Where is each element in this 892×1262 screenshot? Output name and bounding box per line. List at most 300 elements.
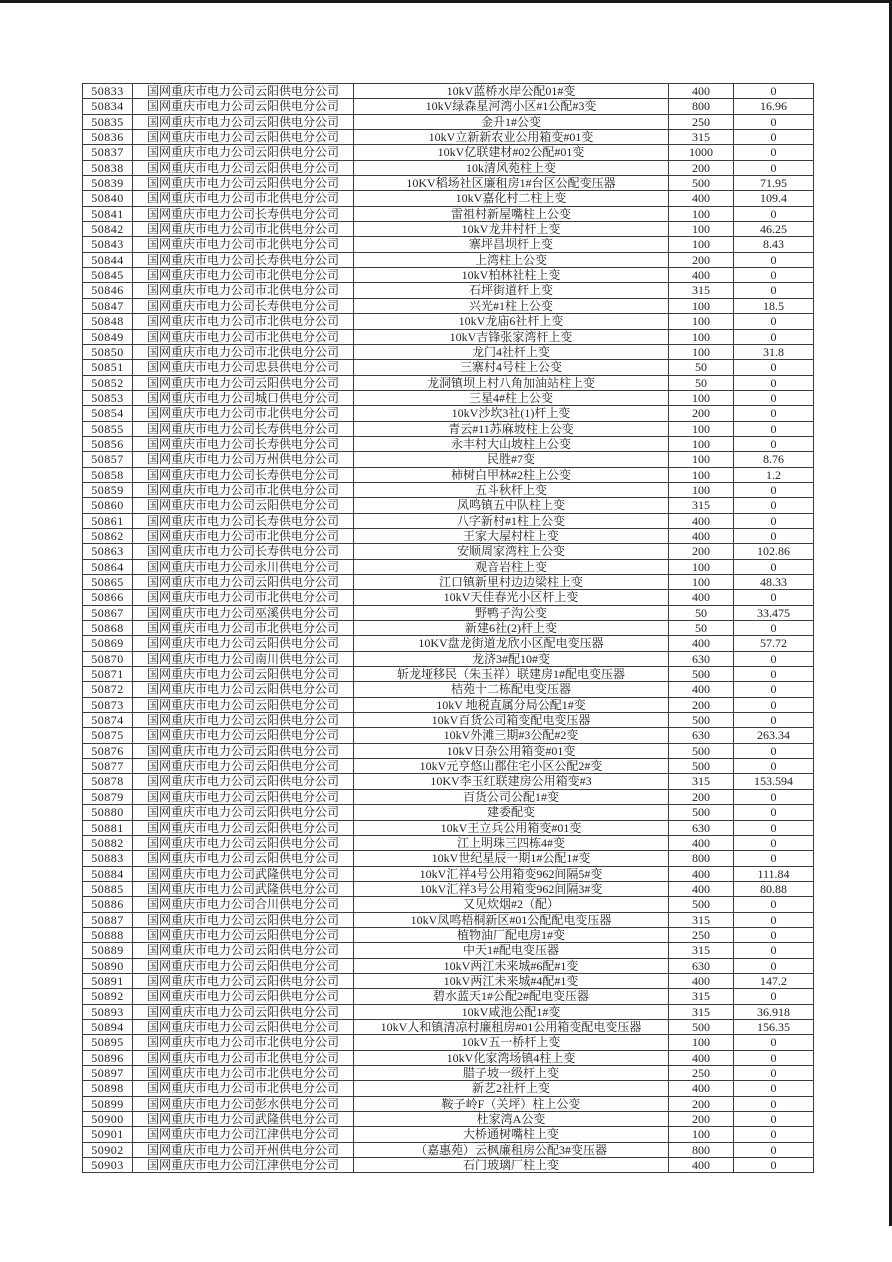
value-cell: 0 — [734, 375, 814, 390]
company-cell: 国网重庆市电力公司市北供电分公司 — [133, 237, 354, 252]
company-cell: 国网重庆市电力公司云阳供电分公司 — [133, 130, 354, 145]
transformer-name-cell: 八字新村#1柱上公变 — [354, 513, 669, 528]
row-id-cell: 50897 — [83, 1066, 133, 1081]
company-cell: 国网重庆市电力公司永川供电分公司 — [133, 559, 354, 574]
table-row — [83, 1142, 814, 1157]
capacity-cell: 500 — [669, 805, 734, 820]
row-id-cell: 50860 — [83, 498, 133, 513]
value-cell: 36.918 — [734, 1004, 814, 1019]
company-cell: 国网重庆市电力公司市北供电分公司 — [133, 329, 354, 344]
value-cell: 109.4 — [734, 191, 814, 206]
company-cell: 国网重庆市电力公司城口供电分公司 — [133, 390, 354, 405]
value-cell: 46.25 — [734, 222, 814, 237]
company-cell: 国网重庆市电力公司云阳供电分公司 — [133, 789, 354, 804]
company-cell: 国网重庆市电力公司彭水供电分公司 — [133, 1096, 354, 1111]
row-id-cell: 50872 — [83, 682, 133, 697]
value-cell: 0 — [734, 421, 814, 436]
transformer-name-cell: 观音岩柱上变 — [354, 559, 669, 574]
company-cell: 国网重庆市电力公司云阳供电分公司 — [133, 743, 354, 758]
table-row — [83, 590, 814, 605]
table-row — [83, 805, 814, 820]
table-row — [83, 99, 814, 114]
row-id-cell: 50878 — [83, 774, 133, 789]
capacity-cell: 630 — [669, 728, 734, 743]
transformer-name-cell: 10kV沙坎3社(1)杆上变 — [354, 406, 669, 421]
company-cell: 国网重庆市电力公司市北供电分公司 — [133, 621, 354, 636]
transformer-name-cell: 百货公司公配1#变 — [354, 789, 669, 804]
company-cell: 国网重庆市电力公司长寿供电分公司 — [133, 544, 354, 559]
row-id-cell: 50856 — [83, 436, 133, 451]
transformer-name-cell: 10kV 地税直属分局公配1#变 — [354, 697, 669, 712]
transformer-name-cell: 中天1#配电变压器 — [354, 943, 669, 958]
company-cell: 国网重庆市电力公司云阳供电分公司 — [133, 958, 354, 973]
table-row — [83, 482, 814, 497]
company-cell: 国网重庆市电力公司云阳供电分公司 — [133, 145, 354, 160]
table-row — [83, 621, 814, 636]
value-cell: 0 — [734, 482, 814, 497]
row-id-cell: 50847 — [83, 298, 133, 313]
transformer-name-cell: 青云#11苏麻坡柱上公变 — [354, 421, 669, 436]
capacity-cell: 100 — [669, 222, 734, 237]
value-cell: 0 — [734, 114, 814, 129]
capacity-cell: 50 — [669, 360, 734, 375]
capacity-cell: 100 — [669, 237, 734, 252]
company-cell: 国网重庆市电力公司云阳供电分公司 — [133, 99, 354, 114]
company-cell: 国网重庆市电力公司忠县供电分公司 — [133, 360, 354, 375]
value-cell: 0 — [734, 528, 814, 543]
value-cell: 0 — [734, 1142, 814, 1157]
table-row — [83, 176, 814, 191]
table-row — [83, 636, 814, 651]
row-id-cell: 50839 — [83, 176, 133, 191]
capacity-cell: 400 — [669, 1081, 734, 1096]
capacity-cell: 315 — [669, 130, 734, 145]
row-id-cell: 50837 — [83, 145, 133, 160]
transformer-name-cell: 10kV人和镇清凉村廉租房#01公用箱变配电变压器 — [354, 1019, 669, 1034]
transformer-name-cell: 新建6社(2)杆上变 — [354, 621, 669, 636]
row-id-cell: 50852 — [83, 375, 133, 390]
table-row — [83, 605, 814, 620]
capacity-cell: 200 — [669, 789, 734, 804]
company-cell: 国网重庆市电力公司市北供电分公司 — [133, 344, 354, 359]
company-cell: 国网重庆市电力公司市北供电分公司 — [133, 1066, 354, 1081]
table-row — [83, 1096, 814, 1111]
company-cell: 国网重庆市电力公司合川供电分公司 — [133, 897, 354, 912]
row-id-cell: 50888 — [83, 927, 133, 942]
capacity-cell: 800 — [669, 851, 734, 866]
table-row — [83, 498, 814, 513]
table-row — [83, 989, 814, 1004]
row-id-cell: 50846 — [83, 283, 133, 298]
transformer-name-cell: 10kV吉锋张家湾杆上变 — [354, 329, 669, 344]
table-row — [83, 145, 814, 160]
table-row — [83, 713, 814, 728]
row-id-cell: 50858 — [83, 467, 133, 482]
table-row — [83, 759, 814, 774]
table-row — [83, 114, 814, 129]
transformer-name-cell: 10kV王立兵公用箱变#01变 — [354, 820, 669, 835]
company-cell: 国网重庆市电力公司云阳供电分公司 — [133, 160, 354, 175]
capacity-cell: 250 — [669, 1066, 734, 1081]
capacity-cell: 100 — [669, 390, 734, 405]
row-id-cell: 50867 — [83, 605, 133, 620]
table-row — [83, 789, 814, 804]
transformer-name-cell: 10kV龙井村杆上变 — [354, 222, 669, 237]
value-cell: 0 — [734, 759, 814, 774]
company-cell: 国网重庆市电力公司云阳供电分公司 — [133, 820, 354, 835]
company-cell: 国网重庆市电力公司云阳供电分公司 — [133, 805, 354, 820]
value-cell: 8.76 — [734, 452, 814, 467]
company-cell: 国网重庆市电力公司云阳供电分公司 — [133, 912, 354, 927]
transformer-name-cell: 植物油厂配电房1#变 — [354, 927, 669, 942]
value-cell: 80.88 — [734, 881, 814, 896]
table-body — [83, 84, 814, 1173]
transformer-name-cell: 石坪街道杆上变 — [354, 283, 669, 298]
capacity-cell: 100 — [669, 482, 734, 497]
value-cell: 0 — [734, 1127, 814, 1142]
capacity-cell: 100 — [669, 1127, 734, 1142]
company-cell: 国网重庆市电力公司云阳供电分公司 — [133, 728, 354, 743]
company-cell: 国网重庆市电力公司云阳供电分公司 — [133, 375, 354, 390]
capacity-cell: 315 — [669, 498, 734, 513]
table-row — [83, 1050, 814, 1065]
table-row — [83, 958, 814, 973]
transformer-name-cell: 新艺2社杆上变 — [354, 1081, 669, 1096]
row-id-cell: 50891 — [83, 973, 133, 988]
table-row — [83, 943, 814, 958]
transformer-name-cell: 寨坪昌坝杆上变 — [354, 237, 669, 252]
value-cell: 0 — [734, 1096, 814, 1111]
transformer-name-cell: 10kV蓝桥水岸公配01#变 — [354, 84, 669, 99]
value-cell: 0 — [734, 498, 814, 513]
table-row — [83, 329, 814, 344]
row-id-cell: 50851 — [83, 360, 133, 375]
capacity-cell: 400 — [669, 590, 734, 605]
table-row — [83, 881, 814, 896]
capacity-cell: 500 — [669, 176, 734, 191]
capacity-cell: 400 — [669, 866, 734, 881]
value-cell: 0 — [734, 697, 814, 712]
value-cell: 8.43 — [734, 237, 814, 252]
row-id-cell: 50844 — [83, 252, 133, 267]
capacity-cell: 400 — [669, 84, 734, 99]
row-id-cell: 50843 — [83, 237, 133, 252]
table-row — [83, 897, 814, 912]
row-id-cell: 50881 — [83, 820, 133, 835]
table-row — [83, 774, 814, 789]
capacity-cell: 200 — [669, 406, 734, 421]
transformer-name-cell: 凤鸣镇五中队柱上变 — [354, 498, 669, 513]
table-row — [83, 1019, 814, 1034]
company-cell: 国网重庆市电力公司长寿供电分公司 — [133, 436, 354, 451]
capacity-cell: 200 — [669, 697, 734, 712]
transformer-name-cell: 江上明珠三四栋4#变 — [354, 835, 669, 850]
table-row — [83, 268, 814, 283]
company-cell: 国网重庆市电力公司云阳供电分公司 — [133, 1019, 354, 1034]
table-row — [83, 1004, 814, 1019]
capacity-cell: 400 — [669, 513, 734, 528]
row-id-cell: 50900 — [83, 1112, 133, 1127]
row-id-cell: 50859 — [83, 482, 133, 497]
capacity-cell: 100 — [669, 436, 734, 451]
capacity-cell: 500 — [669, 1019, 734, 1034]
value-cell: 0 — [734, 513, 814, 528]
value-cell: 71.95 — [734, 176, 814, 191]
value-cell: 33.475 — [734, 605, 814, 620]
row-id-cell: 50902 — [83, 1142, 133, 1157]
company-cell: 国网重庆市电力公司市北供电分公司 — [133, 222, 354, 237]
value-cell: 0 — [734, 406, 814, 421]
table-row — [83, 1127, 814, 1142]
capacity-cell: 400 — [669, 1158, 734, 1173]
capacity-cell: 800 — [669, 1142, 734, 1157]
value-cell: 0 — [734, 820, 814, 835]
transformer-name-cell: （嘉惠苑）云枫廉租房公配3#变压器 — [354, 1142, 669, 1157]
table-row — [83, 84, 814, 99]
table-row — [83, 344, 814, 359]
table-row — [83, 820, 814, 835]
company-cell: 国网重庆市电力公司云阳供电分公司 — [133, 759, 354, 774]
value-cell: 0 — [734, 559, 814, 574]
capacity-cell: 400 — [669, 636, 734, 651]
company-cell: 国网重庆市电力公司云阳供电分公司 — [133, 973, 354, 988]
table-row — [83, 513, 814, 528]
table-row — [83, 467, 814, 482]
value-cell: 153.594 — [734, 774, 814, 789]
row-id-cell: 50857 — [83, 452, 133, 467]
value-cell: 0 — [734, 667, 814, 682]
row-id-cell: 50893 — [83, 1004, 133, 1019]
row-id-cell: 50838 — [83, 160, 133, 175]
value-cell: 0 — [734, 329, 814, 344]
transformer-name-cell: 斩龙垭移民（朱玉祥）联建房1#配电变压器 — [354, 667, 669, 682]
company-cell: 国网重庆市电力公司云阳供电分公司 — [133, 697, 354, 712]
company-cell: 国网重庆市电力公司云阳供电分公司 — [133, 114, 354, 129]
capacity-cell: 100 — [669, 575, 734, 590]
row-id-cell: 50883 — [83, 851, 133, 866]
row-id-cell: 50875 — [83, 728, 133, 743]
row-id-cell: 50896 — [83, 1050, 133, 1065]
transformer-name-cell: 10kV凤鸣梧桐新区#01公配配电变压器 — [354, 912, 669, 927]
table-row — [83, 927, 814, 942]
row-id-cell: 50869 — [83, 636, 133, 651]
value-cell: 0 — [734, 1112, 814, 1127]
transformer-name-cell: 10kV汇祥4号公用箱变962间隔5#变 — [354, 866, 669, 881]
company-cell: 国网重庆市电力公司长寿供电分公司 — [133, 206, 354, 221]
table-row — [83, 1112, 814, 1127]
company-cell: 国网重庆市电力公司云阳供电分公司 — [133, 682, 354, 697]
value-cell: 0 — [734, 590, 814, 605]
transformer-name-cell: 王家大屋村柱上变 — [354, 528, 669, 543]
company-cell: 国网重庆市电力公司云阳供电分公司 — [133, 835, 354, 850]
row-id-cell: 50876 — [83, 743, 133, 758]
row-id-cell: 50870 — [83, 651, 133, 666]
table-row — [83, 375, 814, 390]
capacity-cell: 500 — [669, 667, 734, 682]
transformer-name-cell: 永丰村大山坡柱上公变 — [354, 436, 669, 451]
capacity-cell: 200 — [669, 160, 734, 175]
capacity-cell: 100 — [669, 344, 734, 359]
transformer-name-cell: 雷祖村新屋嘴柱上公变 — [354, 206, 669, 221]
row-id-cell: 50898 — [83, 1081, 133, 1096]
transformer-name-cell: 10k清风苑柱上变 — [354, 160, 669, 175]
company-cell: 国网重庆市电力公司长寿供电分公司 — [133, 467, 354, 482]
row-id-cell: 50840 — [83, 191, 133, 206]
table-row — [83, 973, 814, 988]
value-cell: 0 — [734, 1035, 814, 1050]
capacity-cell: 500 — [669, 759, 734, 774]
transformer-name-cell: 大桥通树嘴柱上变 — [354, 1127, 669, 1142]
capacity-cell: 400 — [669, 682, 734, 697]
capacity-cell: 315 — [669, 943, 734, 958]
top-edge-bar — [0, 0, 892, 3]
table-row — [83, 866, 814, 881]
capacity-cell: 100 — [669, 452, 734, 467]
company-cell: 国网重庆市电力公司市北供电分公司 — [133, 1081, 354, 1096]
table-row — [83, 360, 814, 375]
value-cell: 0 — [734, 1066, 814, 1081]
row-id-cell: 50850 — [83, 344, 133, 359]
value-cell: 147.2 — [734, 973, 814, 988]
row-id-cell: 50892 — [83, 989, 133, 1004]
company-cell: 国网重庆市电力公司万州供电分公司 — [133, 452, 354, 467]
row-id-cell: 50835 — [83, 114, 133, 129]
table-row — [83, 651, 814, 666]
table-row — [83, 1158, 814, 1173]
capacity-cell: 400 — [669, 268, 734, 283]
capacity-cell: 400 — [669, 973, 734, 988]
capacity-cell: 100 — [669, 298, 734, 313]
company-cell: 国网重庆市电力公司市北供电分公司 — [133, 268, 354, 283]
value-cell: 0 — [734, 912, 814, 927]
transformer-name-cell: 金升1#公变 — [354, 114, 669, 129]
company-cell: 国网重庆市电力公司云阳供电分公司 — [133, 498, 354, 513]
table-row — [83, 390, 814, 405]
row-id-cell: 50887 — [83, 912, 133, 927]
transformer-name-cell: 龙洞镇坝上村八角加油站柱上变 — [354, 375, 669, 390]
table-row — [83, 314, 814, 329]
row-id-cell: 50890 — [83, 958, 133, 973]
capacity-cell: 400 — [669, 881, 734, 896]
company-cell: 国网重庆市电力公司市北供电分公司 — [133, 283, 354, 298]
table-row — [83, 743, 814, 758]
row-id-cell: 50874 — [83, 713, 133, 728]
table-row — [83, 682, 814, 697]
value-cell: 0 — [734, 1081, 814, 1096]
capacity-cell: 100 — [669, 314, 734, 329]
capacity-cell: 630 — [669, 820, 734, 835]
capacity-cell: 630 — [669, 958, 734, 973]
capacity-cell: 400 — [669, 528, 734, 543]
company-cell: 国网重庆市电力公司云阳供电分公司 — [133, 989, 354, 1004]
table-row — [83, 160, 814, 175]
capacity-cell: 1000 — [669, 145, 734, 160]
transformer-name-cell: 龙济3#配10#变 — [354, 651, 669, 666]
company-cell: 国网重庆市电力公司云阳供电分公司 — [133, 176, 354, 191]
value-cell: 0 — [734, 789, 814, 804]
company-cell: 国网重庆市电力公司市北供电分公司 — [133, 1050, 354, 1065]
transformer-name-cell: 10kV化家湾场镇4柱上变 — [354, 1050, 669, 1065]
company-cell: 国网重庆市电力公司云阳供电分公司 — [133, 927, 354, 942]
transformer-table — [82, 83, 814, 1173]
capacity-cell: 100 — [669, 1035, 734, 1050]
capacity-cell: 800 — [669, 99, 734, 114]
transformer-name-cell: 鞍子岭F（关坪）柱上公变 — [354, 1096, 669, 1111]
transformer-name-cell: 龙门4社杆上变 — [354, 344, 669, 359]
capacity-cell: 200 — [669, 1096, 734, 1111]
value-cell: 0 — [734, 621, 814, 636]
capacity-cell: 315 — [669, 912, 734, 927]
transformer-name-cell: 三星4#柱上公变 — [354, 390, 669, 405]
transformer-name-cell: 民胜#7变 — [354, 452, 669, 467]
company-cell: 国网重庆市电力公司武隆供电分公司 — [133, 881, 354, 896]
table-row — [83, 406, 814, 421]
value-cell: 0 — [734, 958, 814, 973]
value-cell: 0 — [734, 927, 814, 942]
transformer-name-cell: 10kV柏林社柱上变 — [354, 268, 669, 283]
company-cell: 国网重庆市电力公司云阳供电分公司 — [133, 84, 354, 99]
value-cell: 0 — [734, 682, 814, 697]
company-cell: 国网重庆市电力公司市北供电分公司 — [133, 1035, 354, 1050]
value-cell: 0 — [734, 206, 814, 221]
table-row — [83, 206, 814, 221]
row-id-cell: 50871 — [83, 667, 133, 682]
value-cell: 0 — [734, 743, 814, 758]
table-row — [83, 575, 814, 590]
table-row — [83, 835, 814, 850]
company-cell: 国网重庆市电力公司市北供电分公司 — [133, 191, 354, 206]
company-cell: 国网重庆市电力公司市北供电分公司 — [133, 314, 354, 329]
value-cell: 0 — [734, 130, 814, 145]
transformer-name-cell: 10kV亿联建材#02公配#01变 — [354, 145, 669, 160]
row-id-cell: 50842 — [83, 222, 133, 237]
row-id-cell: 50899 — [83, 1096, 133, 1111]
row-id-cell: 50834 — [83, 99, 133, 114]
value-cell: 0 — [734, 360, 814, 375]
company-cell: 国网重庆市电力公司云阳供电分公司 — [133, 851, 354, 866]
capacity-cell: 400 — [669, 191, 734, 206]
row-id-cell: 50853 — [83, 390, 133, 405]
capacity-cell: 500 — [669, 743, 734, 758]
table-row — [83, 1081, 814, 1096]
row-id-cell: 50863 — [83, 544, 133, 559]
company-cell: 国网重庆市电力公司云阳供电分公司 — [133, 774, 354, 789]
row-id-cell: 50903 — [83, 1158, 133, 1173]
capacity-cell: 400 — [669, 1050, 734, 1065]
capacity-cell: 400 — [669, 835, 734, 850]
table-row — [83, 1035, 814, 1050]
value-cell: 0 — [734, 145, 814, 160]
row-id-cell: 50836 — [83, 130, 133, 145]
value-cell: 0 — [734, 390, 814, 405]
value-cell: 263.34 — [734, 728, 814, 743]
value-cell: 0 — [734, 835, 814, 850]
row-id-cell: 50841 — [83, 206, 133, 221]
transformer-name-cell: 10kV绿森星河湾小区#1公配#3变 — [354, 99, 669, 114]
company-cell: 国网重庆市电力公司长寿供电分公司 — [133, 513, 354, 528]
transformer-name-cell: 10kV嘉化村二柱上变 — [354, 191, 669, 206]
table-row — [83, 252, 814, 267]
table-row — [83, 544, 814, 559]
table-row — [83, 130, 814, 145]
table-row — [83, 559, 814, 574]
row-id-cell: 50855 — [83, 421, 133, 436]
value-cell: 0 — [734, 160, 814, 175]
transformer-name-cell: 上湾柱上公变 — [354, 252, 669, 267]
table-row — [83, 452, 814, 467]
table-row — [83, 191, 814, 206]
table-row — [83, 667, 814, 682]
